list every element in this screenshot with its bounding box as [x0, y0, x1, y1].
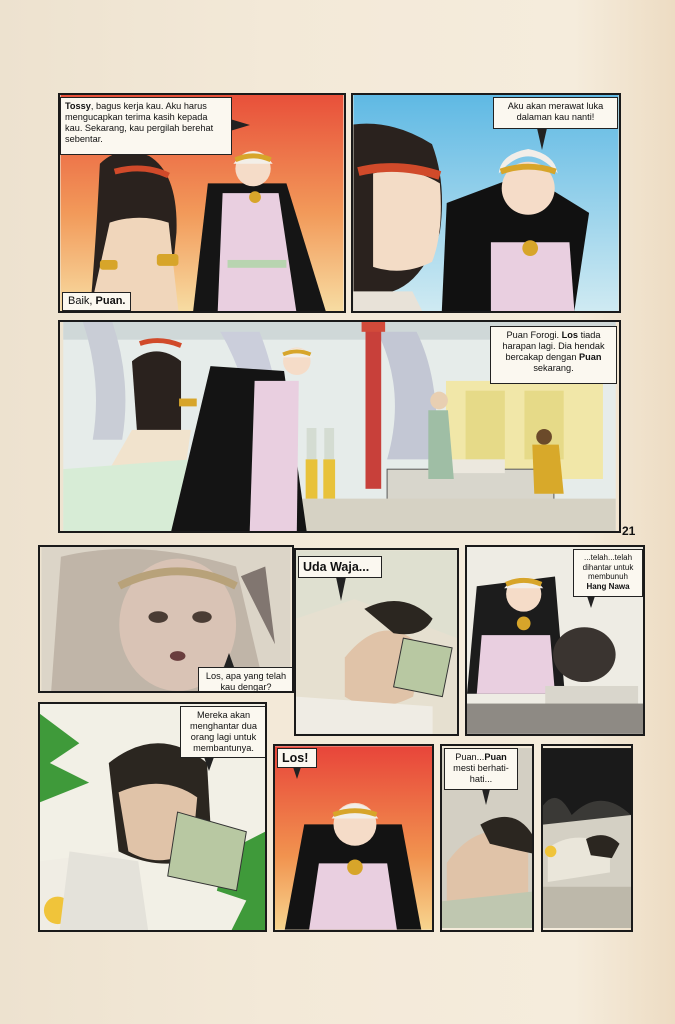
speech-tail [587, 596, 595, 608]
speech-text: , bagus kerja kau. Aku harus mengucapkan terima kasih kepada kau. Sekarang, kau pergilah berehat sebentar. [65, 101, 214, 144]
caption-text: sekarang. [533, 363, 574, 373]
speech-bubble-merawat [493, 97, 618, 129]
speech-name-puan: Puan [484, 752, 507, 762]
page-number: 21 [622, 524, 636, 538]
speech-bubble-los-apa [198, 667, 294, 693]
panel-6 [465, 545, 645, 736]
speech-tail [336, 577, 346, 601]
speech-text: Mereka akan menghantar dua orang lagi untuk membantunya. [190, 710, 257, 753]
caption-name-puan: Puan [579, 352, 602, 362]
caption-puan-forogi [490, 326, 617, 384]
speech-bubble-telah [573, 549, 643, 597]
panel-3 [58, 320, 621, 533]
speech-text: Los, apa yang telah kau dengar? [205, 671, 287, 692]
speech-text: Puan... [455, 752, 485, 762]
panel-10 [541, 744, 633, 932]
speech-bubble-mereka [180, 706, 267, 758]
speaker-name: Tossy [65, 101, 91, 111]
speech-bubble-los [277, 748, 317, 768]
speech-tail [482, 789, 490, 805]
speech-text: Los! [282, 751, 309, 765]
caption-text: Baik, [68, 295, 96, 307]
caption-baik-puan [62, 292, 131, 311]
speech-tail [293, 767, 301, 779]
caption-text: Puan Forogi. [506, 330, 562, 340]
speech-text: mesti berhati-hati... [453, 763, 509, 784]
speech-bubble-puan-puan [444, 748, 518, 790]
speech-tail [537, 128, 547, 150]
panel-7 [38, 702, 267, 932]
speech-text: ...telah...telah dihantar untuk membunuh [582, 553, 634, 581]
speech-tail [204, 757, 214, 771]
speech-text: Aku akan merawat luka dalaman kau nanti! [507, 101, 604, 122]
speech-name-hang-nawa: Hang Nawa [586, 581, 630, 591]
panel-1 [58, 93, 346, 313]
panel-5 [294, 548, 459, 736]
panel-10-art [543, 746, 631, 930]
panel-2 [351, 93, 621, 313]
speech-text: Uda Waja... [303, 560, 370, 574]
caption-name-los: Los [561, 330, 579, 340]
panel-4 [38, 545, 294, 693]
speech-tail [230, 119, 250, 131]
speech-bubble-uda-waja [298, 556, 382, 578]
caption-text: tiada harapan lagi. Dia hendak bercakap dengan [502, 330, 605, 362]
panel-9 [440, 744, 534, 932]
speech-tail [224, 653, 234, 667]
caption-name: Puan. [95, 295, 126, 307]
panel-8 [273, 744, 434, 932]
speech-bubble-tossy [60, 97, 232, 155]
